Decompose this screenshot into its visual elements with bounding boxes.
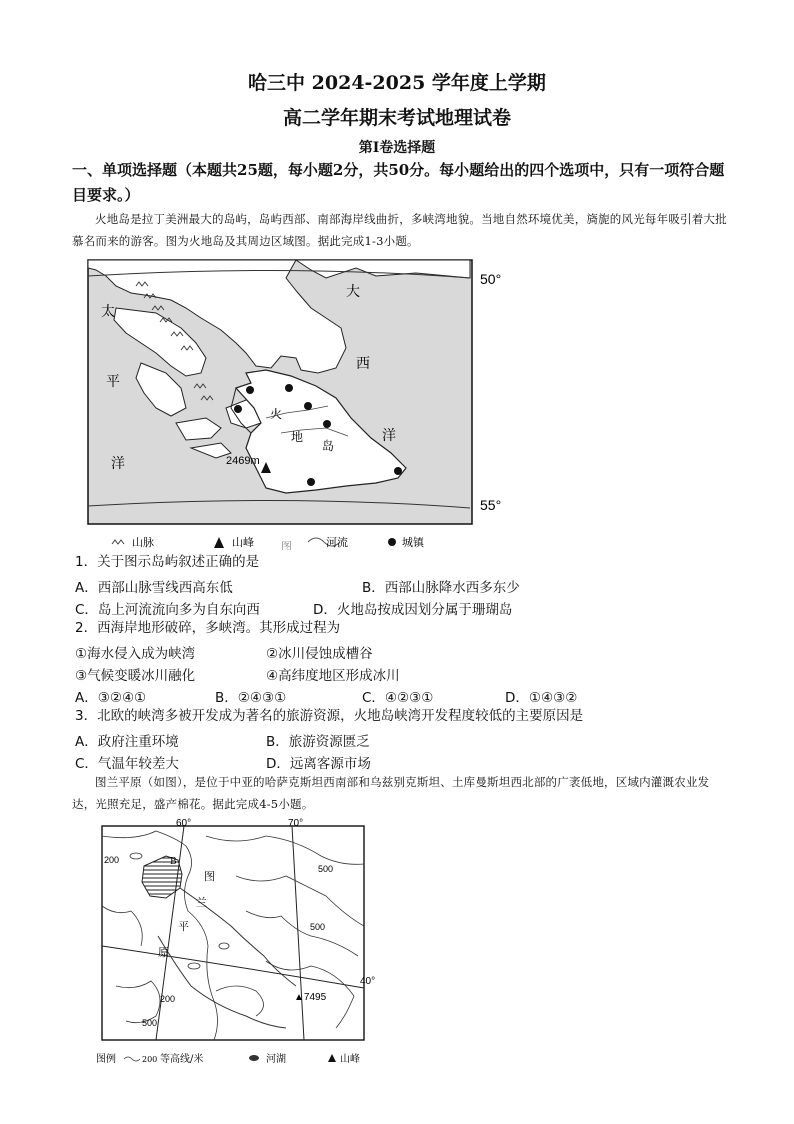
- intro-paragraph-2: 图兰平原（如图），是位于中亚的哈萨克斯坦西南部和乌兹别克斯坦、土库曼斯坦西北部的广袤低地，区域内灌溉农业发达，光照充足，盛产棉花。据此完成4-5小题。: [72, 775, 710, 811]
- legend-town-icon: [388, 538, 396, 546]
- lat-55-label: 55°: [480, 497, 502, 513]
- town-1: [246, 386, 254, 394]
- section-heading: 一、单项选择题（本题共25题，每小题2分，共50分。每小题给出的四个选项中，只有一项符合题目要求。）: [72, 161, 725, 204]
- peak-7495-label: ▲7495: [294, 992, 327, 1003]
- mainland-north: [296, 260, 470, 278]
- q2-option-d[interactable]: D．①④③②: [505, 690, 578, 706]
- lon-60-label: 60°: [176, 818, 192, 829]
- town-7: [394, 467, 402, 475]
- legend-peak-icon: [214, 537, 224, 548]
- plain-label-2: 兰: [196, 896, 207, 909]
- intro-paragraph-1: 火地岛是拉丁美洲最大的岛屿，岛屿西部、南部海岸线曲折，多峡湾地貌。当地自然环境优美，旖旎的风光每年吸引着大批慕名而来的游客。图为火地岛及其周边区域图。据此完成1-3小题。: [72, 212, 727, 248]
- peak-elevation-label: 2469m: [226, 455, 260, 467]
- q1-option-b[interactable]: B．西部山脉降水西多东少: [362, 580, 520, 596]
- q1-option-d[interactable]: D．火地岛按成因划分属于珊瑚岛: [313, 602, 513, 618]
- q2-item-2: ②冰川侵蚀成槽谷: [266, 646, 373, 662]
- island-label-1: 火: [270, 407, 283, 421]
- lat-50-label: 50°: [480, 271, 502, 287]
- pacific-label-1: 太: [101, 304, 115, 320]
- q2-item-1: ①海水侵入成为峡湾: [75, 646, 196, 662]
- plain-label-1: 图: [204, 870, 215, 883]
- legend-town: 城镇: [402, 536, 424, 549]
- q2-option-a[interactable]: A．③②④①: [75, 690, 147, 706]
- town-3: [234, 405, 242, 413]
- exam-title-line1: 哈三中 2024-2025 学年度上学期: [248, 72, 546, 94]
- turan-plain-map: [96, 816, 396, 1072]
- question-1-stem: 1．关于图示岛屿叙述正确的是: [75, 554, 260, 570]
- q2-item-3: ③气候变暖冰川融化: [75, 668, 196, 684]
- town-6: [307, 478, 315, 486]
- legend-peak: 山峰: [232, 536, 254, 549]
- contour-label-4: 200: [160, 994, 176, 1004]
- plain-label-4: 原: [158, 946, 169, 959]
- contour-label-3: 500: [310, 922, 326, 932]
- q2-item-4: ④高纬度地区形成冰川: [266, 668, 400, 684]
- part-heading: 第Ⅰ卷选择题: [358, 140, 436, 156]
- legend-mountain-icon: [112, 540, 124, 544]
- town-4: [304, 402, 312, 410]
- q3-option-d[interactable]: D．远离客源市场: [266, 756, 371, 772]
- atlantic-label-3: 洋: [382, 428, 396, 444]
- small-lake-1: [130, 853, 142, 859]
- map1-legend: [112, 535, 425, 550]
- legend-contour-icon: [124, 1057, 140, 1061]
- lon-70-label: 70°: [288, 818, 304, 829]
- q3-option-a[interactable]: A．政府注重环境: [75, 734, 179, 750]
- legend-peak2: 山峰: [340, 1054, 360, 1065]
- small-lake-3: [188, 963, 200, 969]
- legend-prefix: 图例: [96, 1054, 116, 1065]
- legend-contour: 等高线/米: [160, 1054, 204, 1065]
- pacific-label-3: 洋: [111, 456, 125, 472]
- town-2: [285, 384, 293, 392]
- contour-label-2: 500: [318, 864, 334, 874]
- q1-option-c[interactable]: C．岛上河流流向多为自东向西: [75, 602, 260, 618]
- island-label-2: 地: [291, 430, 304, 444]
- atlantic-label-1: 大: [346, 284, 360, 300]
- atlantic-label-2: 西: [356, 356, 370, 372]
- lake-letter: B: [170, 857, 177, 867]
- map2-legend: [96, 1052, 360, 1065]
- pacific-label-2: 平: [106, 374, 120, 390]
- small-lake-2: [219, 943, 229, 949]
- contour-label-1: 200: [104, 855, 120, 865]
- lat-40-label: 40°: [360, 976, 376, 987]
- island-label-3: 岛: [322, 439, 335, 453]
- legend-caption-fragment: 图: [281, 540, 292, 550]
- legend-peak2-icon: [328, 1054, 336, 1062]
- contour-label-5: 500: [142, 1018, 158, 1028]
- legend-lake: 河湖: [266, 1054, 286, 1065]
- legend-mountain: 山脉: [132, 536, 154, 549]
- plain-label-3: 平: [178, 920, 189, 933]
- legend-river: 河流: [326, 536, 348, 549]
- q1-option-a[interactable]: A．西部山脉雪线西高东低: [75, 580, 233, 596]
- q3-option-b[interactable]: B．旅游资源匮乏: [266, 734, 370, 750]
- q2-option-b[interactable]: B．②④③①: [215, 690, 287, 706]
- tierra-del-fuego-map: [86, 258, 516, 550]
- q3-option-c[interactable]: C．气温年较差大: [75, 756, 179, 772]
- question-3-stem: 3．北欧的峡湾多被开发成为著名的旅游资源，火地岛峡湾开发程度较低的主要原因是: [75, 708, 584, 724]
- legend-contour-value: 200: [142, 1055, 158, 1064]
- q2-option-c[interactable]: C．④②③①: [362, 690, 434, 706]
- exam-title-line2: 高二学年期末考试地理试卷: [282, 107, 511, 129]
- question-2-stem: 2．西海岸地形破碎，多峡湾。其形成过程为: [75, 620, 341, 636]
- legend-lake-icon: [249, 1055, 259, 1061]
- town-5: [323, 420, 331, 428]
